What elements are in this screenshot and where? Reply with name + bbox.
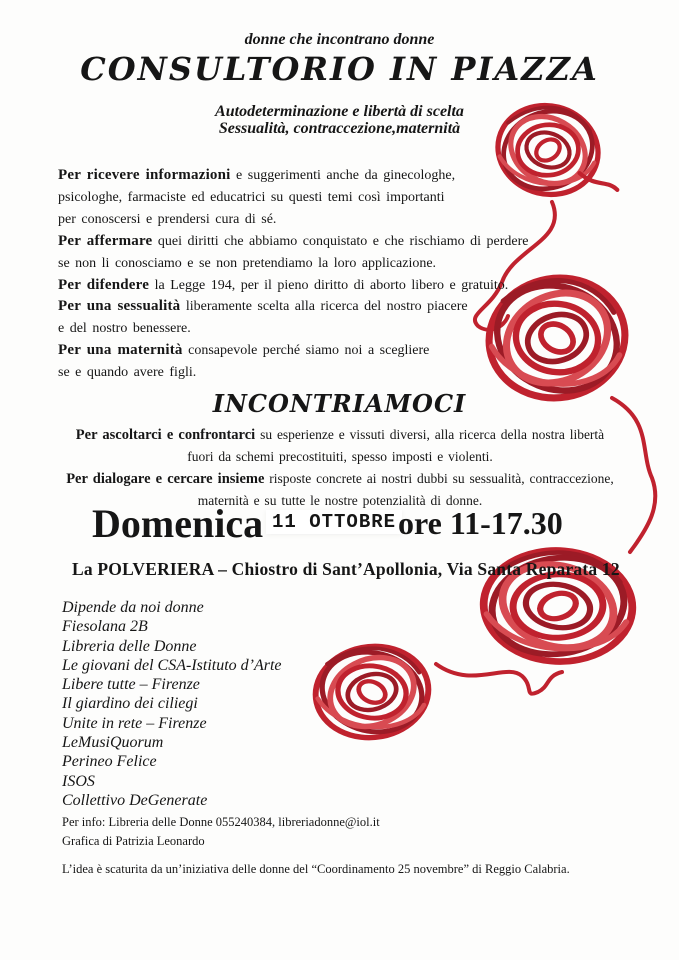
section-title: INCONTRIAMOCI (212, 389, 467, 418)
subtitle-block (0, 103, 679, 137)
subtitle-line: Autodeterminazione e libertà di scelta (215, 103, 464, 120)
event-date: 11 OTTOBRE (266, 510, 402, 534)
paragraph-lead: Per una sessualità (58, 298, 181, 315)
intro-paragraphs (58, 165, 558, 384)
intro-line (58, 362, 558, 384)
paragraph-text: su esperienze e vissuti diversi, alla ricerca della nostra libertà (255, 427, 605, 442)
paragraph-lead: Per ascoltarci e confrontarci (75, 427, 256, 443)
list-item: Collettivo DeGenerate (62, 791, 208, 809)
yarn-ball-icon (306, 637, 437, 747)
meet-line (35, 468, 645, 490)
event-day: Domenica (92, 501, 264, 546)
event-location: La POLVERIERA – Chiostro di Sant’Apollonia, Via Santa Reparata 12 (72, 559, 620, 579)
paragraph-text: se non li conosciamo e se non pretendiamo la loro applicazione. (58, 255, 437, 271)
paragraph-text: la Legge 194, per il pieno diritto di aborto libero e gratuito. (149, 277, 509, 293)
paragraph-lead: Per difendere (58, 276, 150, 293)
paragraph-lead: Per una maternità (58, 342, 183, 359)
paragraph-text: e suggerimenti anche da ginecologhe, (230, 168, 456, 183)
paragraph-lead: Per ricevere informazioni (58, 167, 231, 183)
intro-line (58, 165, 558, 187)
footer-info-line: Per info: Libreria delle Donne 055240384, libreriadonne@iol.it (62, 815, 380, 829)
paragraph-text: e del nostro benessere. (58, 321, 191, 337)
intro-line (58, 318, 558, 340)
list-item: Libere tutte – Firenze (62, 676, 200, 694)
list-item: LeMusiQuorum (62, 734, 164, 752)
paragraph-text: quei diritti che abbiamo conquistato e che rischiamo di perdere (152, 233, 529, 249)
subtitle-line: Sessualità, contraccezione,maternità (218, 120, 461, 137)
list-item: ISOS (62, 772, 95, 790)
event-datetime (0, 498, 679, 554)
yarn-thread-icon (436, 664, 562, 694)
meet-line (35, 424, 645, 446)
list-item: Unite in rete – Firenze (62, 714, 207, 732)
list-item: Dipende da noi donne (62, 599, 204, 616)
intro-line (58, 340, 558, 362)
intro-line (58, 231, 558, 253)
paragraph-text: consapevole perché siamo noi a scegliere (182, 343, 430, 359)
intro-line (58, 209, 558, 231)
paragraph-text: psicologhe, farmaciste ed educatrici su questi temi così importanti (58, 189, 445, 205)
list-item: Fiesolana 2B (62, 618, 148, 636)
footer-credit-line: Grafica di Patrizia Leonardo (62, 834, 205, 848)
paragraph-text: liberamente scelta alla ricerca del nostro piacere (180, 299, 468, 315)
paragraph-text: per conoscersi e prendersi cura di sé. (58, 211, 277, 227)
paragraph-text: maternità e su tutte le nostre potenzialità di donne. (197, 493, 483, 508)
paragraph-text: risposte concrete ai nostri dubbi su sessualità, contraccezione, (264, 471, 614, 486)
paragraph-lead: Per affermare (58, 232, 153, 249)
list-item: Perineo Felice (62, 753, 157, 771)
paragraph-lead: Per dialogare e cercare insieme (66, 471, 265, 487)
list-item: Le giovani del CSA-Istituto d’Arte (62, 656, 282, 674)
footer (62, 813, 622, 879)
event-time: ore 11-17.30 (398, 505, 563, 541)
paragraph-text: se e quando avere figli. (58, 365, 197, 381)
intro-line (58, 275, 558, 297)
meet-line (35, 446, 645, 468)
intro-line (58, 296, 558, 318)
intro-line (58, 187, 558, 209)
paragraph-text: fuori da schemi precostituiti, spesso imposti e violenti. (187, 449, 493, 464)
groups-list (62, 598, 282, 810)
kicker-line: donne che incontrano donne (244, 31, 435, 48)
intro-line (58, 253, 558, 275)
page-title: CONSULTORIO IN PIAZZA (80, 50, 599, 88)
list-item: Il giardino dei ciliegi (62, 695, 198, 713)
footer-origin-line: L’idea è scaturita da un’iniziativa delle donne del “Coordinamento 25 novembre” di Reggio Calabria. (62, 862, 570, 876)
list-item: Libreria delle Donne (62, 637, 197, 655)
